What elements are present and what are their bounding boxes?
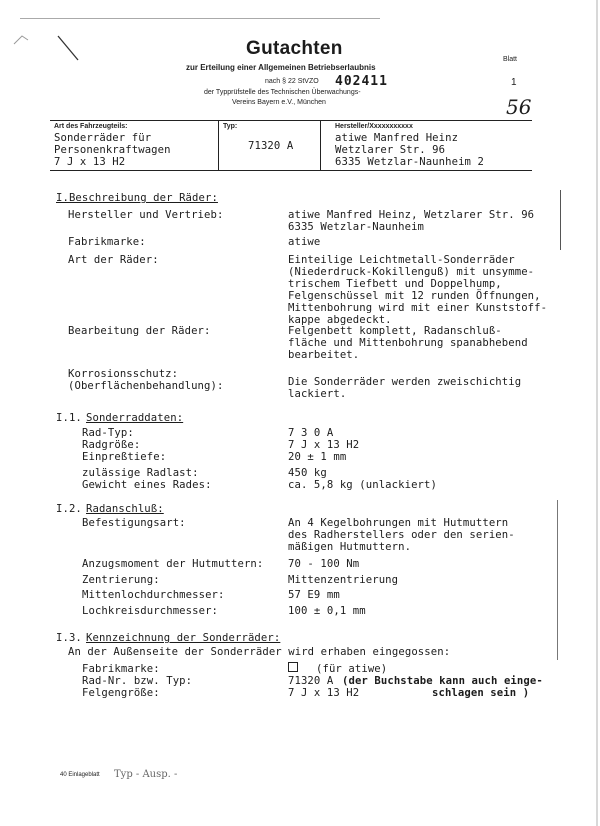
wheel-kind-value-1: Einteilige Leichtmetall-Sonderräder	[288, 254, 515, 266]
marking-brand-label: Fabrikmarke:	[82, 663, 160, 675]
wheel-type-label: Rad-Typ:	[82, 427, 134, 439]
pcd-label: Lochkreisdurchmesser:	[82, 605, 219, 617]
manufacturer-row-value-2: 6335 Wetzlar-Naunheim	[288, 221, 425, 233]
marking-brand-value: (für atiwe)	[316, 663, 388, 675]
wheel-kind-label: Art der Räder:	[68, 254, 159, 266]
marking-type-value: 71320 A	[288, 675, 334, 687]
offset-label: Einpreßtiefe:	[82, 451, 167, 463]
manufacturer-row-label: Hersteller und Vertrieb:	[68, 209, 224, 221]
wheel-kind-value-3: trischem Tiefbett und Doppelhump,	[288, 278, 502, 290]
fastening-value-1: An 4 Kegelbohrungen mit Hutmuttern	[288, 517, 509, 529]
section-12-heading: Radanschluß:	[86, 503, 164, 515]
wheel-size-value: 7 J x 13 H2	[288, 439, 360, 451]
manufacturer-line-2: Wetzlarer Str. 96	[335, 144, 446, 156]
wheel-type-value: 7 3 0 A	[288, 427, 334, 439]
weight-value: ca. 5,8 kg (unlackiert)	[288, 479, 437, 491]
table-bottom-line	[50, 170, 532, 171]
top-border-line	[20, 18, 380, 19]
center-bore-value: 57 E9 mm	[288, 589, 340, 601]
torque-label: Anzugsmoment der Hutmuttern:	[82, 558, 264, 570]
manufacturer-row-value-1: atiwe Manfred Heinz, Wetzlarer Str. 96	[288, 209, 535, 221]
section-11-number: I.1.	[56, 412, 82, 424]
page-title: Gutachten	[246, 38, 343, 59]
part-type-line-1: Sonderräder für	[54, 132, 152, 144]
corrosion-value-2: lackiert.	[288, 388, 347, 400]
machining-label: Bearbeitung der Räder:	[68, 325, 211, 337]
corrosion-label-2: (Oberflächenbehandlung):	[68, 380, 224, 392]
section-12-number: I.2.	[56, 503, 82, 515]
right-margin-mark-1	[560, 190, 561, 250]
wheel-load-label: zulässige Radlast:	[82, 467, 199, 479]
brand-row-value: atiwe	[288, 236, 321, 248]
offset-value: 20 ± 1 mm	[288, 451, 347, 463]
corrosion-label-1: Korrosionsschutz:	[68, 368, 179, 380]
manufacturer-label: Hersteller/Xxxxxxxxxxx	[335, 123, 413, 130]
atiwe-logo-icon	[288, 662, 298, 672]
wheel-kind-value-2: (Niederdruck-Kokillenguß) mit unsymme-	[288, 266, 535, 278]
footer-form-label: 40 Einlageblatt	[60, 772, 100, 778]
table-divider-2	[320, 120, 321, 170]
type-value: 71320 A	[248, 140, 294, 152]
machining-value-2: fläche und Mittenbohrung spanabhebend	[288, 337, 528, 349]
centering-value: Mittenzentrierung	[288, 574, 399, 586]
marking-note-1: (der Buchstabe kann auch einge-	[342, 675, 543, 687]
center-bore-label: Mittenlochdurchmesser:	[82, 589, 225, 601]
part-type-label: Art des Fahrzeugteils:	[54, 123, 128, 130]
pcd-value: 100 ± 0,1 mm	[288, 605, 366, 617]
staple-mark-icon	[56, 34, 82, 64]
section-11-heading: Sonderraddaten:	[86, 412, 184, 424]
torque-value: 70 - 100 Nm	[288, 558, 360, 570]
wheel-kind-value-5: Mittenbohrung wird mit einer Kunststoff-	[288, 302, 548, 314]
scan-edge-right	[596, 0, 598, 826]
centering-label: Zentrierung:	[82, 574, 160, 586]
document-number: 402411	[335, 74, 388, 89]
manufacturer-line-3: 6335 Wetzlar-Naunheim 2	[335, 156, 484, 168]
section-1-heading: I.Beschreibung der Räder:	[56, 192, 218, 204]
weight-label: Gewicht eines Rades:	[82, 479, 212, 491]
marking-size-label: Felgengröße:	[82, 687, 160, 699]
section-13-heading: Kennzeichnung der Sonderräder:	[86, 632, 281, 644]
right-margin-mark-2	[557, 500, 558, 660]
brand-row-label: Fabrikmarke:	[68, 236, 146, 248]
para-prefix: nach § 22 StVZO	[265, 78, 319, 85]
handwritten-number: 56	[506, 95, 532, 119]
fastening-value-2: des Radherstellers oder den serien-	[288, 529, 515, 541]
footer-form-text: Typ - Ausp. -	[114, 769, 178, 780]
blatt-value: 1	[511, 77, 517, 88]
marking-intro: An der Außenseite der Sonderräder wird erhaben eingegossen:	[68, 646, 451, 658]
wheel-kind-value-4: Felgenschüssel mit 12 runden Öffnungen,	[288, 290, 541, 302]
table-top-line	[50, 120, 532, 121]
type-label: Typ:	[223, 123, 238, 130]
fastening-value-3: mäßigen Hutmuttern.	[288, 541, 412, 553]
fastening-label: Befestigungsart:	[82, 517, 186, 529]
wheel-size-label: Radgröße:	[82, 439, 141, 451]
issuer-line-1: der Typprüfstelle des Technischen Überwachungs-	[204, 89, 361, 96]
section-13-number: I.3.	[56, 632, 82, 644]
machining-value-1: Felgenbett komplett, Radanschluß-	[288, 325, 502, 337]
table-divider-1	[218, 120, 219, 170]
machining-value-3: bearbeitet.	[288, 349, 360, 361]
corner-mark-icon	[12, 32, 32, 48]
part-type-line-2: Personenkraftwagen	[54, 144, 171, 156]
corrosion-value-1: Die Sonderräder werden zweischichtig	[288, 376, 522, 388]
marking-size-value: 7 J x 13 H2	[288, 687, 360, 699]
manufacturer-line-1: atiwe Manfred Heinz	[335, 132, 459, 144]
blatt-label: Blatt	[503, 56, 518, 63]
wheel-load-value: 450 kg	[288, 467, 327, 479]
marking-note-2: schlagen sein )	[432, 687, 530, 699]
page-subtitle: zur Erteilung einer Allgemeinen Betriebserlaubnis	[186, 63, 376, 72]
issuer-line-2: Vereins Bayern e.V., München	[232, 99, 326, 106]
part-type-line-3: 7 J x 13 H2	[54, 156, 126, 168]
wheel-kind-value-6: kappe abgedeckt.	[288, 314, 392, 326]
marking-type-label: Rad-Nr. bzw. Typ:	[82, 675, 193, 687]
